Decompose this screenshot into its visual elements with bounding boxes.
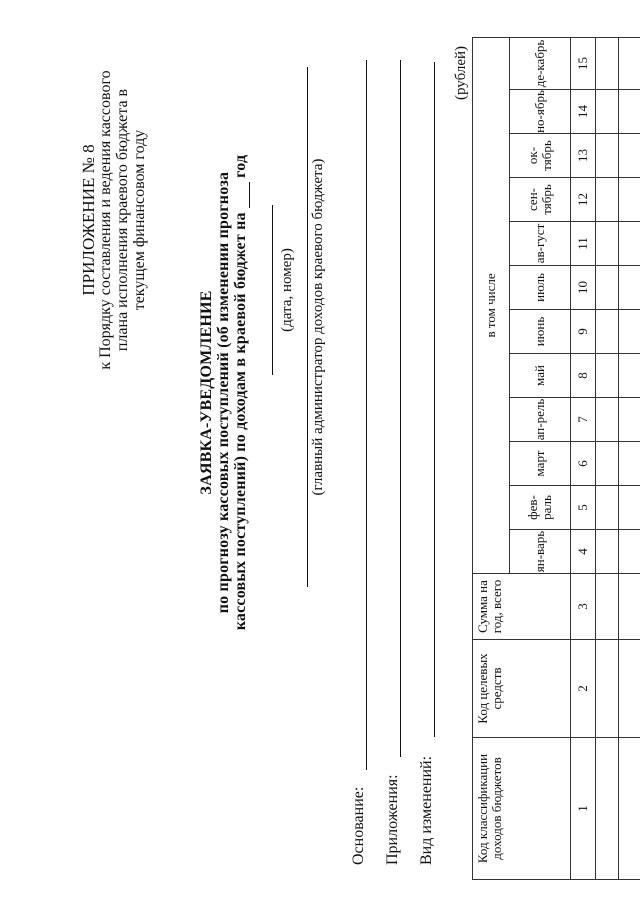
header-month: июнь — [510, 310, 571, 354]
basis-line — [366, 60, 367, 770]
document-subtitle-2 — [232, 0, 250, 845]
column-number: 8 — [571, 354, 596, 398]
header-year-sum: Сумма на год, всего — [473, 574, 571, 640]
attachments-label: Приложения: — [384, 774, 401, 865]
table-cell — [596, 486, 619, 530]
table-cell — [619, 398, 640, 442]
table-cell — [596, 134, 619, 178]
header-month: март — [510, 442, 571, 486]
column-number: 14 — [571, 90, 596, 134]
year-blank — [232, 182, 250, 208]
basis-label: Основание: — [350, 786, 367, 865]
document-title: ЗАЯВКА-УВЕДОМЛЕНИЕ — [198, 290, 215, 495]
column-number: 9 — [571, 310, 596, 354]
table-cell — [596, 222, 619, 266]
header-month: но-ябрь — [510, 90, 571, 134]
administrator-label: (главный администратор доходов краевого бюджета) — [310, 158, 326, 496]
table-cell — [619, 738, 640, 880]
table-cell — [596, 90, 619, 134]
header-month: ап-рель — [510, 398, 571, 442]
table-cell — [596, 37, 619, 89]
column-number: 3 — [571, 574, 596, 640]
header-month: де-кабрь — [510, 37, 571, 89]
column-number: 11 — [571, 222, 596, 266]
column-number: 5 — [571, 486, 596, 530]
header-month: ав-густ — [510, 222, 571, 266]
header-month: фев-раль — [510, 486, 571, 530]
table-cell — [596, 398, 619, 442]
header-including: в том числе — [473, 37, 510, 573]
table-cell — [596, 442, 619, 486]
column-number: 7 — [571, 398, 596, 442]
table-cell — [619, 486, 640, 530]
column-number: 10 — [571, 266, 596, 310]
table-cell — [596, 640, 619, 738]
subtitle-text: кассовых поступлений) по доходам в краевой бюджет на — [232, 212, 249, 631]
table-cell — [619, 134, 640, 178]
table-cell — [596, 574, 619, 640]
change-type-label: Вид изменений: — [418, 755, 435, 865]
column-number: 1 — [571, 738, 596, 880]
forecast-table — [472, 37, 640, 880]
table-cell — [619, 222, 640, 266]
appendix-title: ПРИЛОЖЕНИЕ № 8 — [79, 144, 98, 296]
table-cell — [596, 530, 619, 574]
appendix-line: к Порядку составления и ведения кассового — [97, 70, 114, 370]
column-number: 12 — [571, 178, 596, 222]
units-label: (рублей) — [453, 45, 469, 100]
header-month: сен-тябрь — [510, 178, 571, 222]
document-title-block — [198, 0, 250, 845]
table-cell — [596, 266, 619, 310]
table-cell — [596, 310, 619, 354]
header-classification-code: Код классификации доходов бюджетов — [473, 738, 571, 880]
document-subtitle-1: по прогнозу кассовых поступлений (об изменении прогноза — [215, 171, 232, 614]
header-target-code: Код целевых средств — [473, 640, 571, 738]
table-cell — [619, 574, 640, 640]
column-number: 4 — [571, 530, 596, 574]
attachments-field — [384, 774, 402, 865]
date-number-label: (дата, номер) — [279, 248, 295, 332]
date-number-line — [272, 205, 273, 375]
appendix-header — [80, 5, 148, 435]
table-cell — [619, 354, 640, 398]
column-number: 2 — [571, 640, 596, 738]
column-number: 13 — [571, 134, 596, 178]
column-number: 15 — [571, 37, 596, 89]
table-cell — [619, 530, 640, 574]
table-cell — [619, 178, 640, 222]
table-cell — [619, 640, 640, 738]
administrator-line — [307, 67, 308, 587]
header-month: май — [510, 354, 571, 398]
subtitle-year-word: год — [232, 154, 249, 178]
header-month: ян-варь — [510, 530, 571, 574]
table-cell — [619, 37, 640, 89]
table-cell — [619, 266, 640, 310]
header-month: ок-тябрь — [510, 134, 571, 178]
table-row — [596, 37, 619, 879]
change-type-line — [434, 62, 435, 737]
appendix-line: текущем финансовом году — [131, 129, 148, 311]
column-number: 6 — [571, 442, 596, 486]
table-row — [619, 37, 640, 879]
table-cell — [596, 178, 619, 222]
table-cell — [596, 738, 619, 880]
basis-field — [350, 787, 368, 865]
attachments-line — [400, 60, 401, 757]
table-cell — [619, 90, 640, 134]
appendix-line: плана исполнения краевого бюджета в — [114, 88, 131, 352]
table-cell — [619, 442, 640, 486]
table-cell — [596, 354, 619, 398]
change-type-field — [418, 756, 436, 865]
header-month: июль — [510, 266, 571, 310]
table-cell — [619, 310, 640, 354]
